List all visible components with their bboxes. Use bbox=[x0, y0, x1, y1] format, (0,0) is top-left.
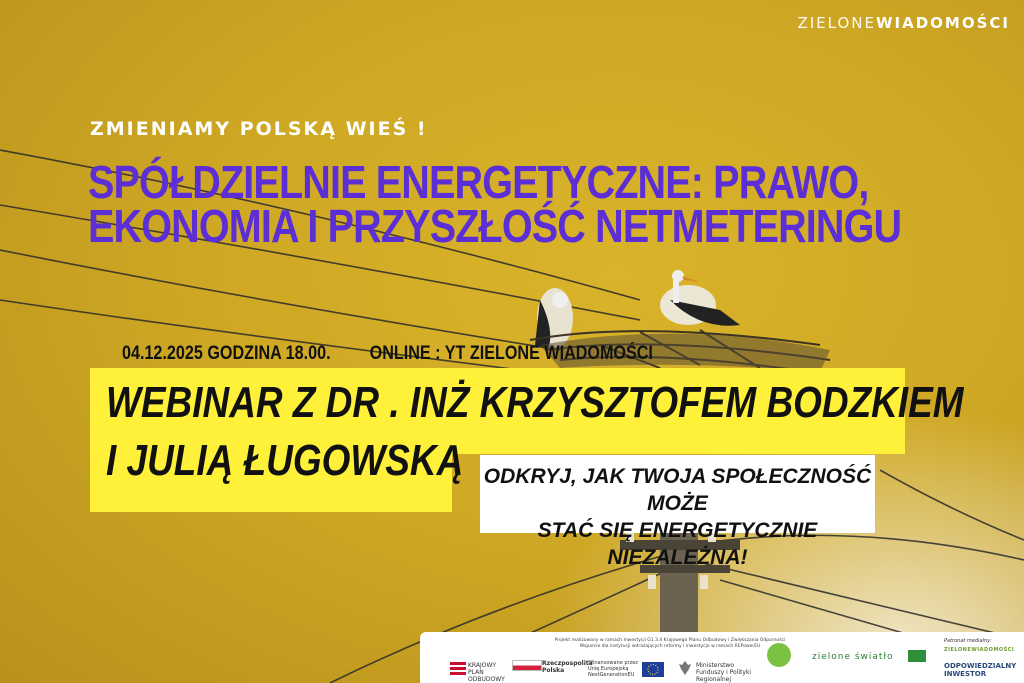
callout-line2: STAĆ SIĘ ENERGETYCZNIE NIEZALEŻNA! bbox=[537, 519, 818, 569]
brand-part1: ZIELONE bbox=[797, 14, 876, 32]
brand-logo bbox=[797, 14, 1010, 32]
footer-note bbox=[480, 638, 860, 650]
webinar-line2: I JULIĄ ŁUGOWSKĄ bbox=[106, 436, 464, 485]
eagle-emblem-icon bbox=[678, 660, 692, 676]
event-meta bbox=[122, 343, 692, 365]
headline-line2: EKONOMIA I PRZYSZŁOŚĆ NETMETERINGU bbox=[88, 200, 902, 252]
eu-label: Sfinansowane przez Unię Europejską NextGenerationEU bbox=[588, 660, 638, 678]
sponsor-footer bbox=[420, 632, 1024, 683]
event-date-time: 04.12.2025 GODZINA 18.00. bbox=[122, 343, 331, 364]
callout-line1: ODKRYJ, JAK TWOJA SPOŁECZNOŚĆ MOŻE bbox=[483, 465, 872, 515]
footer-note2: Wsparcie dla instytucji wdrażających reformy i inwestycje w ramach REPowerEU bbox=[579, 644, 761, 649]
brand-part2: WIADOMOŚCI bbox=[875, 14, 1010, 32]
zielone-swiatlo-label: zielone światło bbox=[812, 652, 894, 662]
eu-stars-icon bbox=[642, 662, 664, 677]
webinar-line1: WEBINAR Z DR . INŻ KRZYSZTOFEM BODZKIEM bbox=[106, 378, 964, 427]
rp-label: Rzeczpospolita Polska bbox=[542, 660, 593, 674]
ministry-label: Ministerstwo Funduszy i Polityki Regionalnej bbox=[696, 662, 752, 683]
headline-line1: SPÓŁDZIELNIE ENERGETYCZNE: PRAWO, bbox=[88, 156, 869, 208]
kpo-label: KRAJOWY PLAN ODBUDOWY bbox=[468, 662, 505, 683]
footer-note1: Projekt realizowany w ramach Inwestycji G1.3.4 Krajowego Planu Odbudowy i Zwiększania Odporności bbox=[554, 638, 786, 643]
headline bbox=[88, 156, 948, 252]
patron-brand-part2: WIADOMOŚCI bbox=[971, 647, 1015, 653]
patron-brand-part1: ZIELONE bbox=[944, 647, 972, 653]
poland-flag-icon bbox=[512, 660, 542, 671]
callout-text bbox=[480, 463, 875, 571]
odpowiedzialny-inwestor-label: ODPOWIEDZIALNY INWESTOR bbox=[944, 662, 1017, 678]
patron-brand-label bbox=[944, 647, 1014, 654]
kpo-logo-icon bbox=[450, 660, 466, 676]
patron-label: Patronat medialny: bbox=[944, 638, 992, 644]
event-channel: ONLINE : YT ZIELONE WIADOMOŚCI bbox=[369, 343, 653, 364]
kicker-text: ZMIENIAMY POLSKĄ WIEŚ ! bbox=[90, 118, 428, 140]
partner-circle-logo-icon bbox=[766, 642, 792, 668]
partner-small-logo-icon bbox=[908, 650, 926, 662]
